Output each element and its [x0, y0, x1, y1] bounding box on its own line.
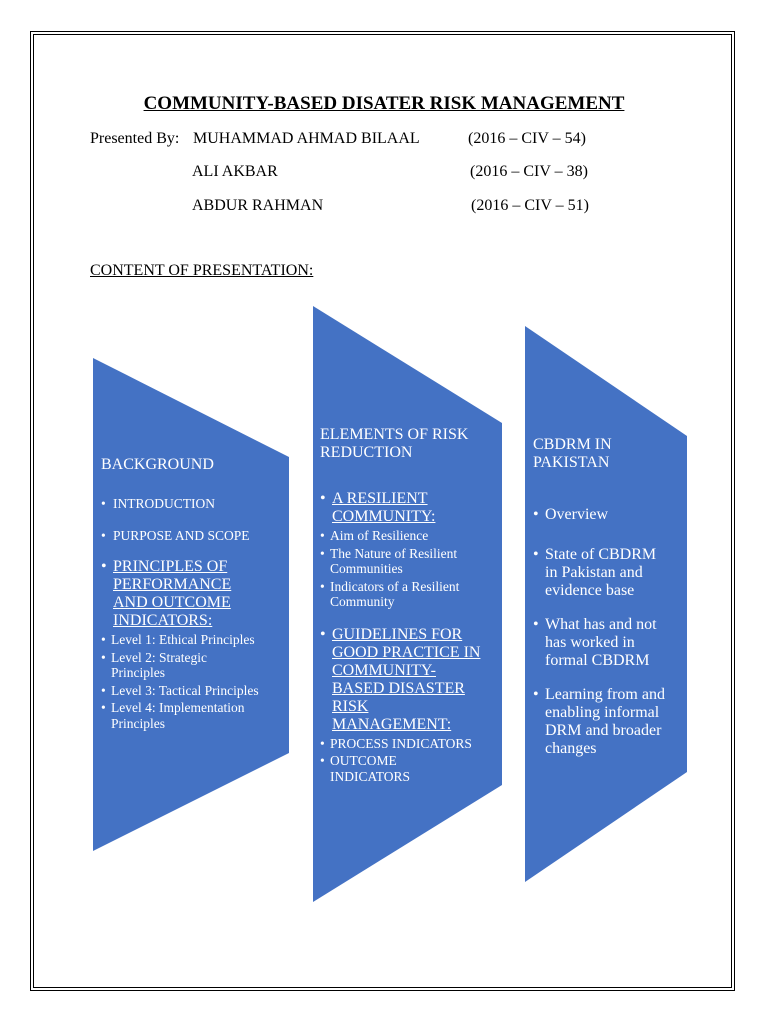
presenter-id: (2016 – CIV – 51) [471, 197, 589, 214]
sub-item [101, 650, 286, 681]
panel-heading: BACKGROUND [101, 456, 214, 473]
bullet-text: A RESILIENT COMMUNITY: [332, 490, 436, 525]
bullet-item [320, 490, 498, 526]
sub-list [320, 528, 498, 610]
elements-panel [320, 426, 498, 798]
bullet-text: What has and not has worked in formal CBDRM [545, 616, 657, 669]
bullet-glyph: • [320, 753, 325, 768]
bullet-text: Learning from and enabling informal DRM and broader changes [545, 686, 665, 757]
bullet-glyph: • [533, 616, 539, 633]
bullet-text: INTRODUCTION [113, 496, 215, 511]
cbdrm-panel [533, 436, 683, 774]
bullet-text: PURPOSE AND SCOPE [113, 528, 250, 543]
background-panel [101, 456, 286, 745]
sub-item-text: Level 3: Tactical Principles [111, 682, 259, 698]
presenter-id: (2016 – CIV – 54) [468, 130, 586, 147]
bullet-item [101, 528, 286, 544]
bullet-text: Overview [545, 506, 609, 523]
panel-heading: ELEMENTS OF RISK REDUCTION [320, 426, 469, 461]
sub-item-text: Level 4: Implementation Principles [111, 700, 245, 731]
bullet-glyph: • [320, 545, 325, 561]
sub-item [320, 736, 498, 752]
presenter-name: ALI AKBAR [192, 163, 278, 180]
bullet-item [101, 558, 286, 630]
sub-list [101, 632, 286, 731]
sub-item [320, 546, 498, 577]
content-heading: CONTENT OF PRESENTATION: [90, 262, 314, 279]
bullet-item [533, 546, 683, 600]
bullet-glyph: • [320, 490, 326, 507]
sub-item [320, 753, 498, 784]
bullet-item [533, 616, 683, 670]
sub-item [320, 528, 498, 544]
bullet-glyph: • [320, 735, 325, 751]
bullet-text: State of CBDRM in Pakistan and evidence base [545, 546, 657, 599]
bullet-glyph: • [320, 578, 325, 594]
bullet-glyph: • [533, 506, 539, 523]
bullet-glyph: • [320, 528, 325, 543]
sub-list [320, 736, 498, 785]
sub-item-text: PROCESS INDICATORS [330, 735, 472, 751]
bullet-item [320, 626, 498, 734]
bullet-glyph: • [101, 700, 106, 715]
sub-item-text: OUTCOME INDICATORS [330, 753, 411, 784]
bullet-text: PRINCIPLES OF PERFORMANCE AND OUTCOME INDICATORS: [113, 558, 232, 629]
sub-item-text: Aim of Resilience [330, 528, 429, 543]
sub-item-text: The Nature of Resilient Communities [330, 545, 458, 576]
bullet-glyph: • [101, 496, 106, 511]
sub-item-text: Level 2: Strategic Principles [111, 649, 207, 680]
bullet-glyph: • [101, 632, 106, 647]
bullet-glyph: • [101, 558, 107, 575]
bullet-glyph: • [320, 625, 326, 643]
bullet-item [533, 686, 683, 758]
presenter-id: (2016 – CIV – 38) [470, 163, 588, 180]
bullet-glyph: • [101, 528, 106, 543]
presenter-name: ABDUR RAHMAN [192, 197, 324, 214]
sub-item-text: Level 1: Ethical Principles [111, 632, 255, 647]
presenter-name: MUHAMMAD AHMAD BILAAL [193, 130, 420, 147]
presented-by-label: Presented By: [90, 130, 180, 147]
sub-item [101, 700, 286, 731]
sub-item [320, 579, 498, 610]
panel-heading: CBDRM IN PAKISTAN [533, 436, 612, 471]
document-title: COMMUNITY-BASED DISATER RISK MANAGEMENT [143, 93, 625, 114]
sub-item [101, 632, 286, 648]
sub-item-text: Indicators of a Resilient Community [330, 578, 460, 609]
bullet-glyph: • [533, 546, 539, 563]
bullet-glyph: • [101, 649, 106, 665]
bullet-item [101, 496, 286, 512]
bullet-glyph: • [101, 682, 106, 698]
sub-item [101, 683, 286, 699]
bullet-glyph: • [533, 686, 539, 703]
bullet-text: GUIDELINES FOR GOOD PRACTICE IN COMMUNITY-BASED DISASTER RISK MANAGEMENT: [332, 625, 481, 733]
bullet-item [533, 506, 683, 524]
